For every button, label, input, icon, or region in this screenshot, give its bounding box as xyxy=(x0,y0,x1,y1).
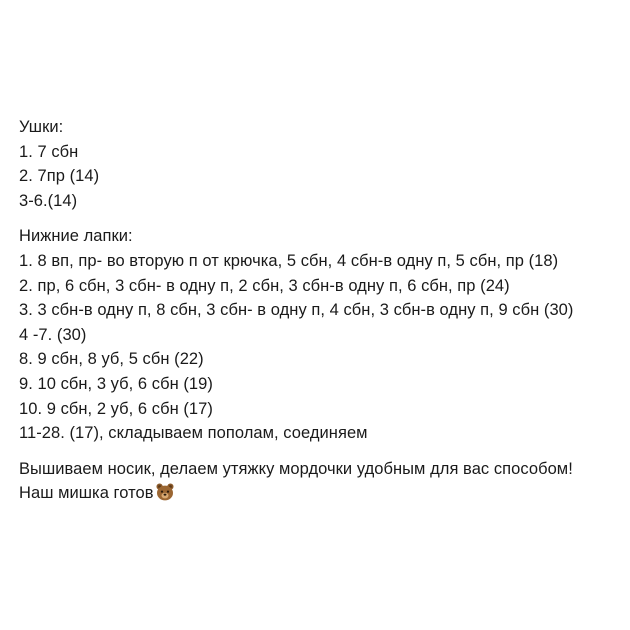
finish-line-with-emoji xyxy=(19,481,619,506)
lower-paws-row: 8. 9 сбн, 8 уб, 5 сбн (22) xyxy=(19,350,204,369)
finish-text: Наш мишка готов xyxy=(19,484,154,503)
ears-title: Ушки: xyxy=(19,118,64,136)
lower-paws-row: 4 -7. (30) xyxy=(19,325,87,344)
finish-section xyxy=(19,457,619,506)
ears-row: 3-6.(14) xyxy=(19,191,78,210)
ears-row: 1. 7 сбн xyxy=(19,142,79,161)
finish-line: Вышиваем носик, делаем утяжку мордочки удобным для вас способом! xyxy=(19,459,573,478)
pattern-document xyxy=(19,115,619,517)
bear-face-icon xyxy=(156,483,174,509)
lower-paws-row: 2. пр, 6 сбн, 3 сбн- в одну п, 2 сбн, 3 сбн-в одну п, 6 сбн, пр (24) xyxy=(19,276,510,295)
lower-paws-row: 3. 3 сбн-в одну п, 8 сбн, 3 сбн- в одну п, 4 сбн, 3 сбн-в одну п, 9 сбн (30) xyxy=(19,301,574,320)
ears-section xyxy=(19,115,619,213)
ears-row: 2. 7пр (14) xyxy=(19,167,100,186)
lower-paws-row: 11-28. (17), складываем пополам, соединяем xyxy=(19,424,368,443)
lower-paws-section xyxy=(19,224,619,445)
lower-paws-title: Нижние лапки: xyxy=(19,227,133,246)
lower-paws-row: 10. 9 сбн, 2 уб, 6 сбн (17) xyxy=(19,399,213,418)
lower-paws-row: 9. 10 сбн, 3 уб, 6 сбн (19) xyxy=(19,374,213,393)
lower-paws-row: 1. 8 вп, пр- во вторую п от крючка, 5 сбн, 4 сбн-в одну п, 5 сбн, пр (18) xyxy=(19,251,559,270)
